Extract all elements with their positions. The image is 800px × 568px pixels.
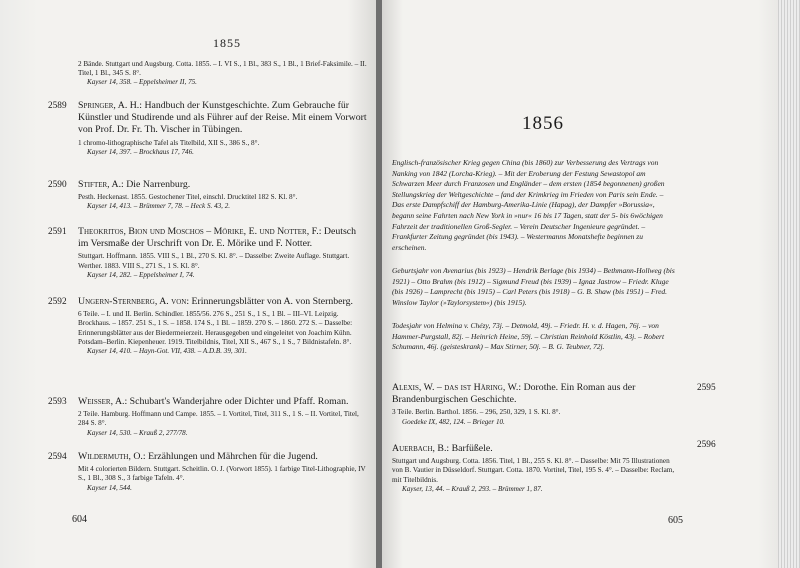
entry-title: Schubart's Wanderjahre oder Dichter und Pfaff. Roman. — [129, 396, 349, 407]
entry-title: Erinnerungsblätter von A. von Sternberg. — [191, 296, 353, 307]
entry-author: Stifter, A.: — [78, 179, 124, 190]
catalog-entry-2593 — [48, 396, 368, 438]
page-number: 605 — [668, 515, 683, 526]
entry-title: Dorothe. Ein Roman aus der Brandenburgischen Geschichte. — [392, 382, 636, 406]
entry-title-line — [392, 382, 682, 406]
right-page — [382, 0, 800, 568]
entry-author: Theokritos, Bion und Moschos – Mörike, E. und Notter, F.: — [78, 226, 322, 237]
entry-author: Wildermuth, O.: — [78, 451, 146, 462]
entry-number: 2592 — [48, 297, 67, 307]
entry-number: 2594 — [48, 452, 67, 462]
page-edges — [778, 0, 800, 568]
entry-title-line — [78, 100, 368, 137]
running-head-year: 1855 — [213, 36, 241, 50]
entry-title-line — [78, 296, 368, 308]
entry-refs: Goedeke IX, 482, 124. – Brieger 10. — [402, 417, 505, 426]
entry-refs: Kayser 14, 397. – Brockhaus 17, 746. — [87, 147, 194, 156]
entry-author: Auerbach, B.: — [392, 443, 450, 454]
catalog-entry-2592 — [48, 296, 368, 356]
page-number: 604 — [72, 514, 87, 525]
entry-title-line — [78, 396, 368, 408]
entry-refs: Kayser 14, 282. – Eppelsheimer I, 74. — [87, 270, 195, 279]
catalog-entry-2589 — [48, 100, 368, 157]
entry-number: 2590 — [48, 180, 67, 190]
entry-title: Erzählungen und Mährchen für die Jugend. — [148, 451, 318, 462]
entry-author: Alexis, W. – das ist Häring, W.: — [392, 382, 522, 393]
entry-imprint: 2 Teile. Hamburg. Hoffmann und Campe. 1855. – I. Vortitel, Titel, 311 S., 1 S. – II. Vortitel, Titel, 284 S. 8°. — [78, 410, 359, 428]
births-paragraph: Geburtsjahr von Avenarius (bis 1923) – Hendrik Berlage (bis 1934) – Bethmann-Hollweg (bis 1921) – Otto Brahm (bis 1912) – Sigmund Freud (bis 1939) – Ignaz Jastrow – Friedr. Kluge (bis 1926) – Lamprecht (bis 1915) – Carl Peters (bis 1918) – G. B. Shaw (bis 1951) – Fred. Winslow Taylor (»Taylorsystem«) (bis 1915). — [392, 266, 675, 307]
entry-author: Weisser, A.: — [78, 396, 128, 407]
entry-refs: Kayser, 13, 44. – Krauß 2, 293. – Brümmer 1, 87. — [402, 484, 543, 493]
entry-imprint: Stuttgart. Hoffmann. 1855. VIII S., 1 Bl., 270 S. Kl. 8°. – Dasselbe: Zweite Auflage. Stuttgart. Werther. 1883. VIII S., 271 S., 1 S. Kl. 8°. — [78, 252, 350, 270]
catalog-entry-2590 — [48, 179, 368, 211]
entry-imprint: Pesth. Heckenast. 1855. Gestochener Titel, einschl. Drucktitel 182 S. Kl. 8°. — [78, 193, 298, 202]
entry-number: 2593 — [48, 397, 67, 407]
entry-imprint: 3 Teile. Berlin. Barthol. 1856. – 296, 250, 329, 1 S. Kl. 8°. — [392, 408, 561, 417]
events-paragraph: Englisch-französischer Krieg gegen China (bis 1860) zur Verbesserung des Vertrags von Nanking von 1842 (Lorcha-Krieg). – Mit der Eroberung der Festung Sewastopol am Schwarzen Meer durch Franzosen und Engländer – dem ersten (1854 begonnenen) großen Stellungskrieg der Weltgeschichte – fand der Krimkrieg im Frieden von Paris sein Ende. – Das erste Dampfschiff der Hamburg-Amerika-Linie (Hapag), der Dampfer »Borussia«, begann seine Fahrten nach New York in »nur« 16 bis 17 Tagen, statt der 5- bis 6wöchigen Fahrzeit der traditionellen Groß-Segler. – Verein Deutscher Ingenieure gegründet. – Frankfurter Zeitung gegründet (bis 1943). – Westermanns Monatshefte beginnen zu erscheinen. — [392, 158, 665, 252]
entry-imprint: 1 chromo-lithographische Tafel als Titelbild, XII S., 386 S., 8°. — [78, 138, 260, 147]
deaths-paragraph: Todesjahr von Helmina v. Chézy, 73j. – Detmold, 49j. – Friedr. H. v. d. Hagen, 76j. – von Hammer-Purgstall, 82j. – Heinrich Heine, 59j. – Christian Reinhold Köstlin, 43j. – Robert Schumann, 46j. (geisteskrank) – Max Stirner, 50j. – B. G. Teubner, 72j. — [392, 321, 665, 352]
catalog-entry-2594 — [48, 451, 368, 493]
entry-number: 2591 — [48, 227, 67, 237]
entry-number: 2589 — [48, 101, 67, 111]
entry-author: Ungern-Sternberg, A. von: — [78, 296, 190, 307]
entry-title: Barfüßele. — [451, 443, 493, 454]
entry-number: 2595 — [697, 383, 716, 393]
entry-title-line — [78, 451, 368, 463]
entry-imprint: Stuttgart und Augsburg. Cotta. 1856. Titel, 1 Bl., 255 S. Kl. 8°. – Dasselbe: Mit 75 Illustrationen von B. Vautier in Düsseldorf. Stuttgart. Cotta. 1870. Vortitel, Titel, 195 S. 4°. – Dasselbe: Reclam, mit Titelbildnis. — [392, 457, 675, 484]
entry-title-line — [78, 226, 368, 250]
entry-refs: Kayser 14, 410. – Hayn-Got. VII, 438. – A.D.B. 39, 301. — [87, 347, 247, 356]
entry-imprint: Mit 4 colorierten Bildern. Stuttgart. Scheitlin. O. J. (Vorwort 1855). 1 farbige Titel-Lithographie, IV S., 1 Bl., 308 S., 3 farbige Tafeln. 4°. — [78, 465, 366, 483]
catalog-entry-2596 — [392, 440, 716, 494]
catalog-entry-2591 — [48, 226, 368, 280]
entry-refs: Kayser 14, 358. – Eppelsheimer II, 75. — [87, 78, 197, 87]
entry-title-line — [78, 179, 368, 191]
entry-title: Handbuch der Kunstgeschichte. Zum Gebrauche für Künstler und Studirende und als Führer auf der Reise. Mit einem Vorwort von Prof. Dr. Fr. Th. Vischer in Tübingen. — [78, 100, 367, 136]
entry-title: Die Narrenburg. — [126, 179, 191, 190]
entry-imprint: 6 Teile. – I. und II. Berlin. Schindler. 1855/56. 276 S., 251 S., 1 S., 1 Bl. – III–VI. Leipzig. Brockhaus. – 1857. 251 S., 1 S. – 1858. 174 S., 1 Bl. – 1859. 270 S. – 1860. 272 S. – Dasselbe: Erinnerungsblätter aus der Biedermeierzeit. Herausgegeben und eingeleitet von Joachim Kühn. Potsdam–Berlin. Kiepenheuer. 1919. Titelbildnis, Titel, XII S., 467 S., 1 S., 7 Bildnistafeln. 8°. — [78, 310, 353, 346]
entry-title: Deutsch im Versmaße der Urschrift von Dr. E. Mörike und F. Notter. — [78, 226, 357, 250]
catalog-entry-2595 — [392, 382, 716, 427]
left-page — [0, 0, 378, 568]
entry-imprint: 2 Bände. Stuttgart und Augsburg. Cotta. 1855. – I. VI S., 1 Bl., 383 S., 1 Bl., 1 Brief-Faksimile. – II. Titel, 1 Bl., 345 S. 8°. — [78, 60, 367, 78]
entry-refs: Kayser 14, 530. – Krauß 2, 277/78. — [87, 428, 188, 437]
year-heading: 1856 — [522, 113, 564, 134]
entry-title-line — [392, 443, 682, 455]
entry-author: Springer, A. H.: — [78, 100, 142, 111]
entry-refs: Kayser 14, 413. – Brümmer 7, 78. – Heck S. 43, 2. — [87, 202, 231, 211]
entry-number: 2596 — [697, 440, 716, 450]
entry-refs: Kayser 14, 544. — [87, 483, 132, 492]
continuation-entry — [78, 58, 368, 87]
